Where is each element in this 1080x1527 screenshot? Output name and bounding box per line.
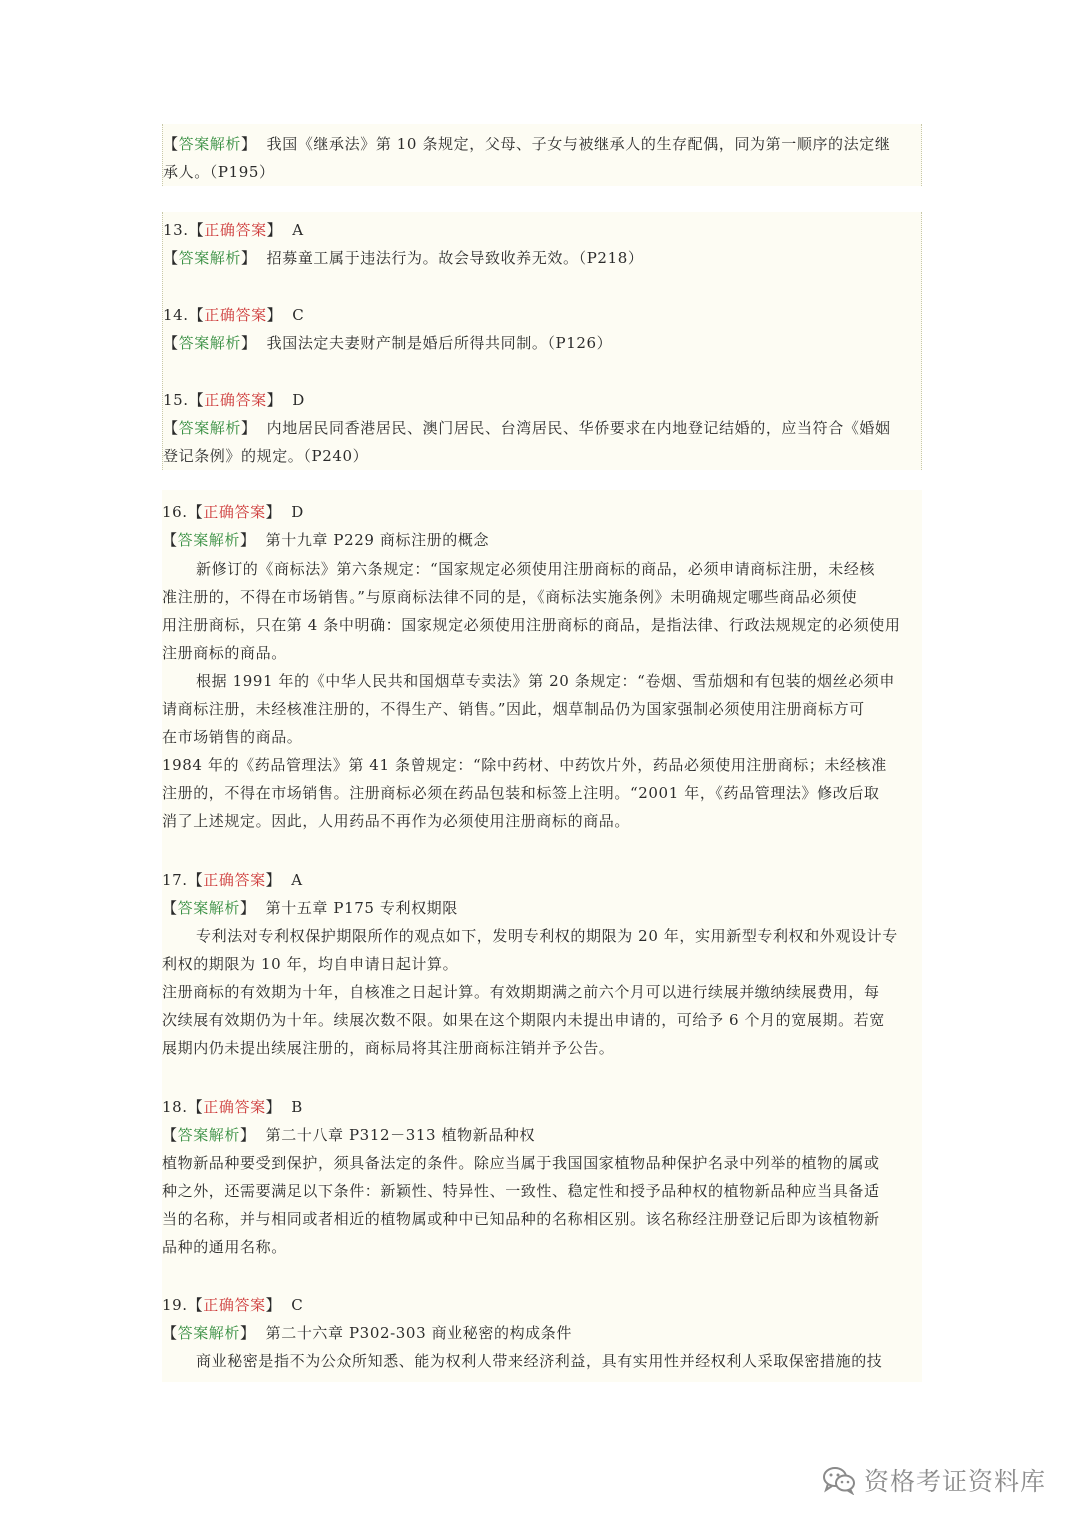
body-line: 注册商标的有效期为十年，自核准之日起计算。有效期期满之前六个月可以进行续展并缴纳续展费用，每 (162, 983, 880, 1001)
explanation-text: 登记条例》的规定。（P240） (163, 447, 369, 465)
explanation-line: 【答案解析】 第二十六章 P302-303 商业秘密的构成条件 (162, 1324, 572, 1342)
explanation-text: 我国《继承法》第 10 条规定，父母、子女与被继承人的生存配偶，同为第一顺序的法定继 (266, 135, 891, 153)
explanation-label: 答案解析 (177, 1126, 241, 1144)
body-line: 当的名称，并与相同或者相近的植物属或种中已知品种的名称相区别。该名称经注册登记后即为该植物新 (162, 1210, 880, 1228)
explanation-label: 答案解析 (178, 419, 242, 437)
body-line: 在市场销售的商品。 (162, 728, 303, 746)
answer-label: 正确答案 (203, 1296, 266, 1314)
item-number: 13. (163, 221, 189, 239)
explanation-line: 【答案解析】 第十九章 P229 商标注册的概念 (162, 531, 490, 549)
item-number: 14. (163, 306, 189, 324)
answer-label: 正确答案 (204, 221, 267, 239)
answer-label: 正确答案 (204, 306, 267, 324)
explanation-text: 第十五章 P175 专利权期限 (265, 899, 458, 917)
body-line: 消了上述规定。因此，人用药品不再作为必须使用注册商标的商品。 (162, 812, 631, 830)
answer-line-18: 18.【正确答案】 B (162, 1098, 303, 1116)
answer-line-13: 13.【正确答案】 A (163, 221, 304, 239)
answer-value: C (292, 306, 305, 324)
answer-block-12 (162, 124, 922, 186)
answer-value: D (291, 503, 304, 521)
explanation-line: 【答案解析】 我国《继承法》第 10 条规定，父母、子女与被继承人的生存配偶，同为第一顺序的法定继 (163, 135, 891, 153)
item-number: 18. (162, 1098, 188, 1116)
body-line: 1984 年的《药品管理法》第 41 条曾规定：“除中药材、中药饮片外，药品必须使用注册商标；未经核准 (162, 756, 887, 774)
explanation-text: 承人。（P195） (163, 163, 275, 181)
body-line: 准注册的，不得在市场销售。”与原商标法律不同的是，《商标法实施条例》未明确规定哪些商品必须使 (162, 588, 858, 606)
body-line: 利权的期限为 10 年，均自申请日起计算。 (162, 955, 459, 973)
explanation-label: 答案解析 (178, 135, 242, 153)
body-line: 次续展有效期仍为十年。续展次数不限。如果在这个期限内未提出申请的，可给予 6 个月的宽展期。若宽 (162, 1011, 885, 1029)
answer-label: 正确答案 (204, 391, 267, 409)
explanation-text: 第二十八章 P312－313 植物新品种权 (265, 1126, 536, 1144)
explanation-label: 答案解析 (177, 531, 241, 549)
explanation-line (163, 446, 923, 468)
body-line: 注册商标的商品。 (162, 644, 287, 662)
answer-line-15: 15.【正确答案】 D (163, 391, 305, 409)
answer-label: 正确答案 (203, 503, 266, 521)
explanation-label: 答案解析 (178, 334, 242, 352)
body-line: 种之外，还需要满足以下条件：新颖性、特异性、一致性、稳定性和授予品种权的植物新品种应当具备适 (162, 1182, 880, 1200)
body-line: 注册的，不得在市场销售。注册商标必须在药品包装和标签上注明。“2001 年，《药品管理法》修改后取 (162, 784, 880, 802)
answer-block-16-19 (162, 490, 922, 1382)
answer-line-17: 17.【正确答案】 A (162, 871, 303, 889)
body-line: 专利法对专利权保护期限所作的观点如下，发明专利权的期限为 20 年，实用新型专利权和外观设计专 (196, 927, 898, 945)
answer-value: B (291, 1098, 303, 1116)
explanation-text: 第二十六章 P302-303 商业秘密的构成条件 (265, 1324, 572, 1342)
answer-value: C (291, 1296, 304, 1314)
answer-value: A (292, 221, 304, 239)
watermark-text: 资格考证资料库 (863, 1467, 1046, 1496)
body-line: 新修订的《商标法》第六条规定：“国家规定必须使用注册商标的商品，必须申请商标注册，未经核 (196, 560, 876, 578)
answer-line-19: 19.【正确答案】 C (162, 1296, 304, 1314)
answer-label: 正确答案 (203, 871, 266, 889)
body-line: 植物新品种要受到保护，须具备法定的条件。除应当属于我国国家植物品种保护名录中列举的植物的属或 (162, 1154, 880, 1172)
body-line: 商业秘密是指不为公众所知悉、能为权利人带来经济利益，具有实用性并经权利人采取保密措施的技 (196, 1352, 883, 1370)
body-line: 根据 1991 年的《中华人民共和国烟草专卖法》第 20 条规定：“卷烟、雪茄烟和有包装的烟丝必须申 (196, 672, 896, 690)
answer-value: D (292, 391, 305, 409)
explanation-line: 【答案解析】 第二十八章 P312－313 植物新品种权 (162, 1126, 536, 1144)
explanation-text: 招募童工属于违法行为。故会导致收养无效。（P218） (266, 249, 644, 267)
body-line: 展期内仍未提出续展注册的，商标局将其注册商标注销并予公告。 (162, 1039, 615, 1057)
item-number: 15. (163, 391, 189, 409)
explanation-label: 答案解析 (177, 1324, 241, 1342)
explanation-text: 第十九章 P229 商标注册的概念 (265, 531, 490, 549)
body-line: 请商标注册，未经核准注册的，不得生产、销售。”因此，烟草制品仍为国家强制必须使用注册商标方可 (162, 700, 865, 718)
explanation-line: 【答案解析】 我国法定夫妻财产制是婚后所得共同制。（P126） (163, 334, 613, 352)
explanation-label: 答案解析 (177, 899, 241, 917)
body-line: 用注册商标，只在第 4 条中明确：国家规定必须使用注册商标的商品，是指法律、行政法规规定的必须使用 (162, 616, 901, 634)
answer-value: A (291, 871, 303, 889)
body-line: 品种的通用名称。 (162, 1238, 287, 1256)
item-number: 17. (162, 871, 188, 889)
explanation-line: 【答案解析】 招募童工属于违法行为。故会导致收养无效。（P218） (163, 249, 644, 267)
item-number: 16. (162, 503, 188, 521)
explanation-label: 答案解析 (178, 249, 242, 267)
explanation-text: 内地居民同香港居民、澳门居民、台湾居民、华侨要求在内地登记结婚的，应当符合《婚姻 (266, 419, 891, 437)
answer-line-16: 16.【正确答案】 D (162, 503, 304, 521)
explanation-line (163, 162, 923, 184)
item-number: 19. (162, 1296, 188, 1314)
answer-block-13-15 (162, 212, 922, 470)
watermark (822, 1462, 1046, 1498)
answer-line-14: 14.【正确答案】 C (163, 306, 305, 324)
explanation-text: 我国法定夫妻财产制是婚后所得共同制。（P126） (266, 334, 613, 352)
explanation-line: 【答案解析】 第十五章 P175 专利权期限 (162, 899, 458, 917)
wechat-icon (822, 1465, 856, 1495)
explanation-line: 【答案解析】 内地居民同香港居民、澳门居民、台湾居民、华侨要求在内地登记结婚的，应当符合《婚姻 (163, 419, 891, 437)
answer-label: 正确答案 (203, 1098, 266, 1116)
